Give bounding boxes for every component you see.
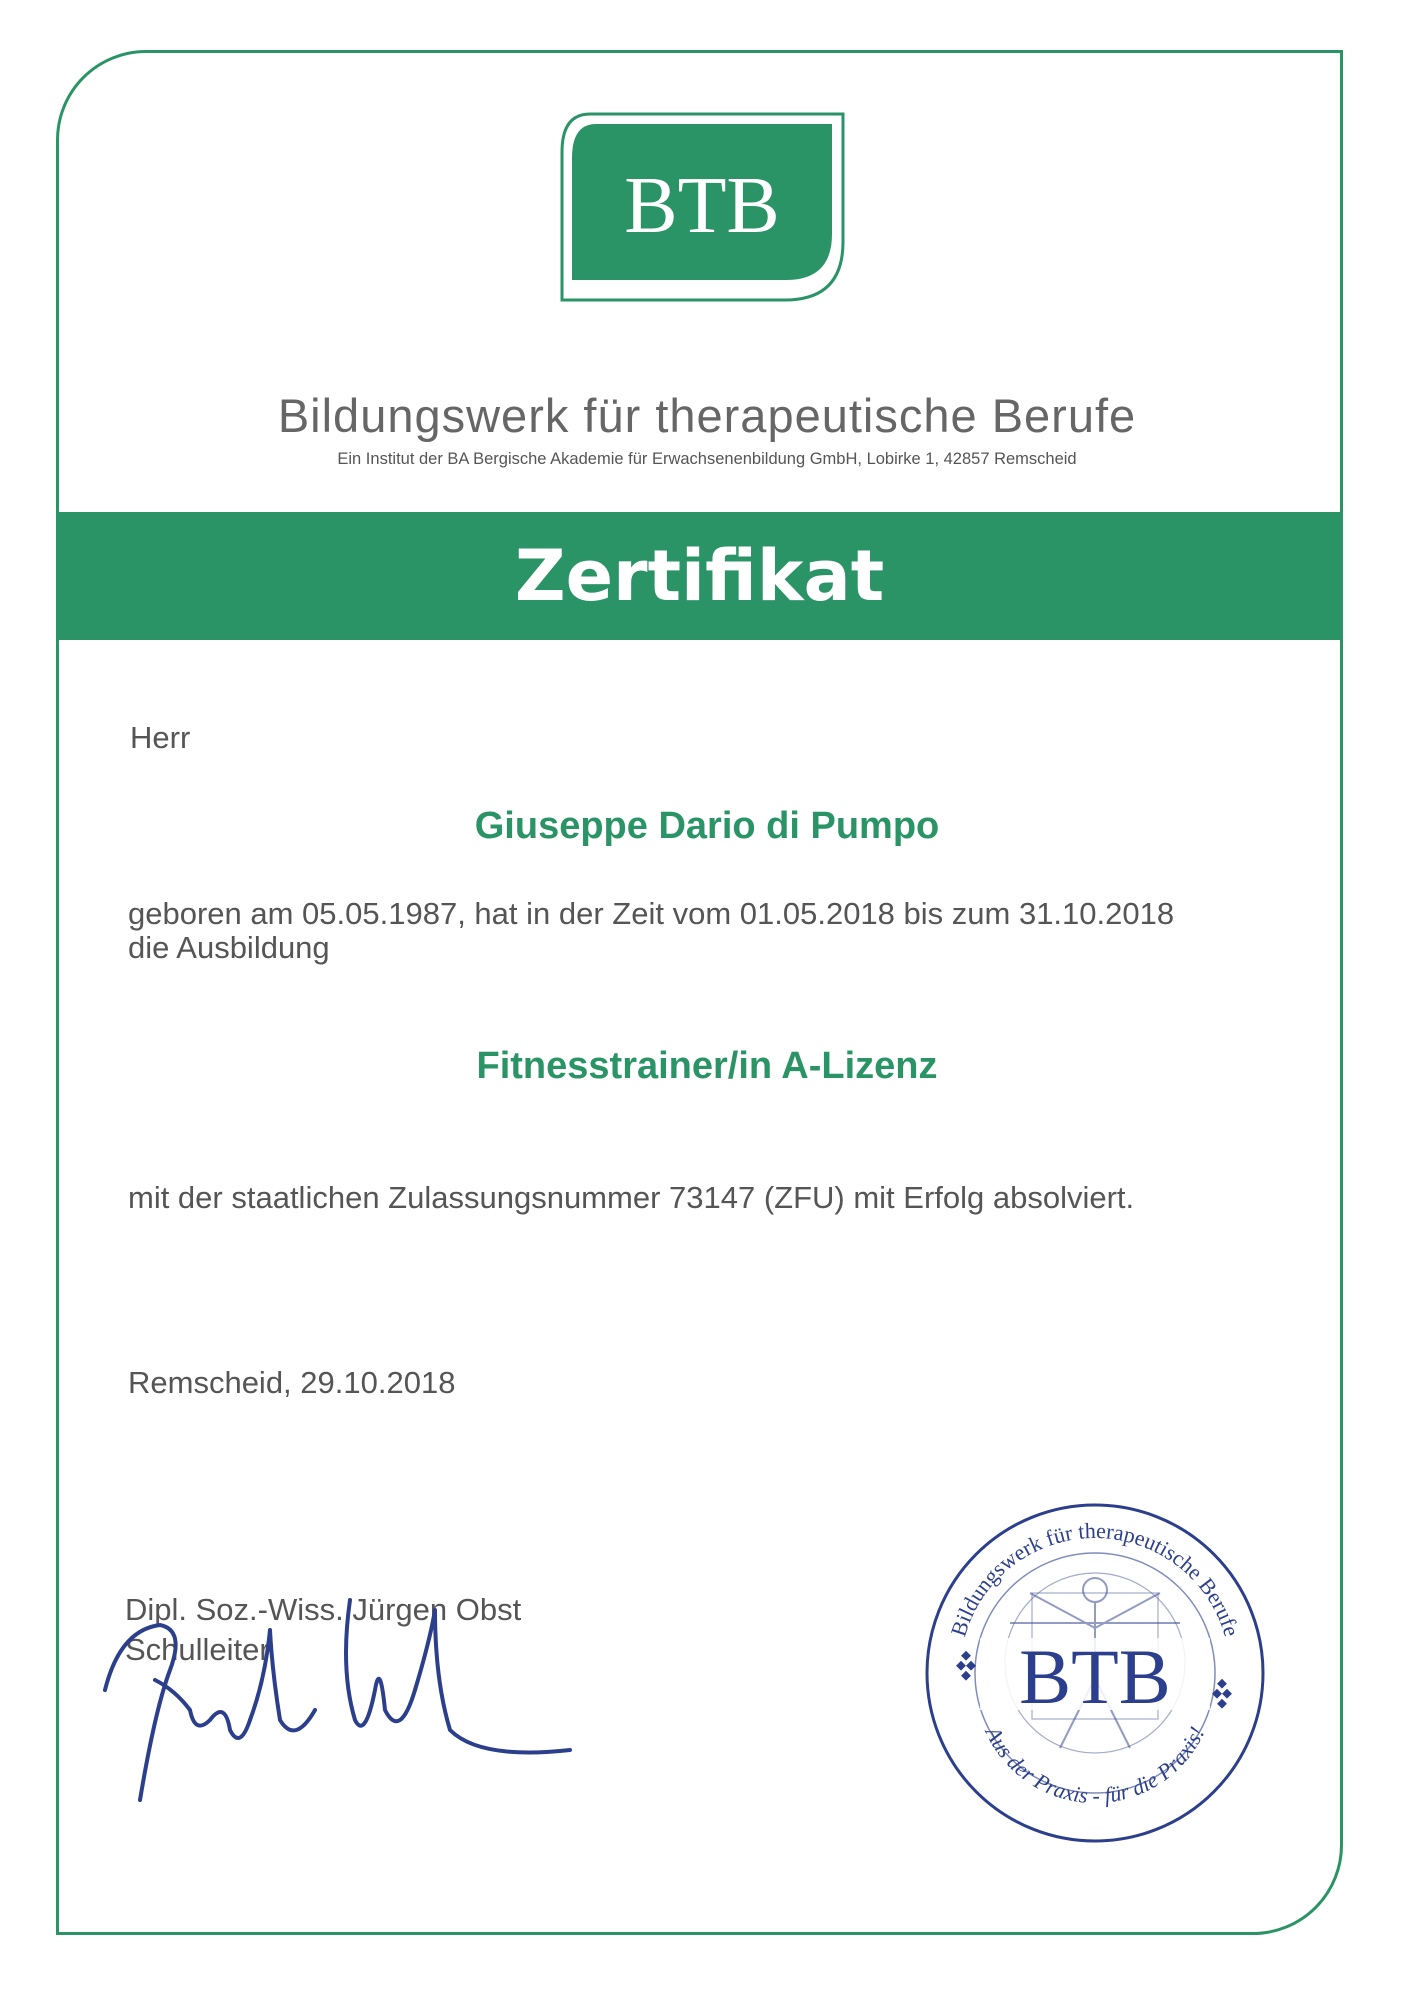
signature (100, 1570, 600, 1810)
signatory-role: Schulleiter (125, 1632, 270, 1667)
logo-text: BTB (624, 162, 780, 250)
institution-seal (920, 1498, 1270, 1848)
btb-logo (560, 112, 845, 302)
org-name: Bildungswerk für therapeutische Berufe (277, 389, 1137, 442)
seal-diamond-left-icon (956, 1651, 976, 1681)
recipient-name: Giuseppe Dario di Pumpo (474, 805, 940, 847)
approval-line: mit der staatlichen Zulassungsnummer 73147 (ZFU) mit Erfolg absolviert. (128, 1180, 1135, 1215)
svg-text:Aus der Praxis - für die Praxi (980, 1721, 1210, 1809)
certificate-title-banner (56, 512, 1343, 640)
org-subtitle: Ein Institut der BA Bergische Akademie für Erwachsenenbildung GmbH, Lobirke 1, 42857 Remscheid (337, 450, 1077, 468)
seal-bottom-text: Aus der Praxis - für die Praxis! (980, 1722, 1210, 1809)
seal-center-text: BTB (1019, 1633, 1171, 1720)
seal-top-text: Bildungswerk für therapeutische Berufe (945, 1517, 1245, 1640)
place-date: Remscheid, 29.10.2018 (128, 1365, 456, 1400)
birth-period-line: geboren am 05.05.1987, hat in der Zeit vom 01.05.2018 bis zum 31.10.2018 (128, 896, 1175, 931)
course-name: Fitnesstrainer/in A-Lizenz (476, 1045, 938, 1087)
training-line: die Ausbildung (128, 930, 330, 965)
signatory-name: Dipl. Soz.-Wiss. Jürgen Obst (125, 1592, 522, 1627)
certificate-title: Zertifikat (514, 535, 885, 617)
salutation: Herr (130, 720, 191, 755)
